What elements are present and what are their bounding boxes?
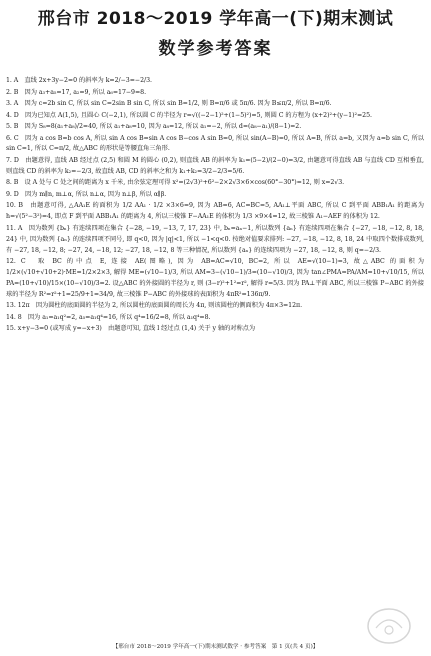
answer-item: 4. D 因为已知点 A(1,5), 且圆心 C(−2,1), 所以圆 C 的半径为 r=√((−2−1)²+(1−5)²)=5, 则圆 C 的方程为 (x+2)²+(y−1)²=25. [6, 111, 372, 119]
page-footer: 【邢台市 2018～2019 学年高一(下)期末测试数学 · 参考答案 第 1 页(共 4 页)】 [112, 644, 319, 650]
answer-item: 9. D 因为 m∥n, m⊥α, 所以 n⊥α, 因为 n⊥β, 所以 α∥β. [6, 190, 167, 198]
answer-item: 6. C 因为 a cos B=b cos A, 所以 sin A cos B=sin A cos B−cos A sin B=0, 所以 sin(A−B)=0, 所以 A=B, 所以 a=b, 又因为 a=b sin C, 所以 sin C=1, 所以 C=π/2, 故△ABC 的形状是等腰直角三角形. [6, 134, 424, 153]
answer-item: 15. x+y−3=0 (或写成 y=−x+3) 由题意可知, 直线 l 经过点 (1,4) 关于 y 轴的对称点为 [6, 325, 256, 333]
answer-item: 7. D 由题意得, 直线 AB 经过点 (2,5) 和圆 M 的圆心 (0,2), 则直线 AB 的斜率为 k₁=(5−2)/(2−0)=3/2, 由题意可得直线 AB 与直线 CD 互相垂直, 则直线 CD 的斜率为 k₂=−2/3, 故直线 AB, CD 的斜率之和为 k₁+k₂=3/2−2/3=5/6. [6, 156, 424, 175]
answer-item: 14. 8 因为 a₁=a₁q²=2, a₅=a₁q⁴=16, 所以 q⁴=16/2=8, 所以 a₁q⁴=8. [6, 313, 211, 321]
answer-item: 1. A 直线 2x+3y−2=0 的斜率为 k=2/−3=−2/3. [6, 77, 152, 84]
answer-item: 13. 12π 因为圆柱的底面圆的半径为 2, 所以圆柱的底面圆的周长为 4π, 则该圆柱的侧面积为 4π×3=12π. [6, 302, 303, 310]
answer-item: 2. B 因为 a₃+a₅=17, a₂=9, 所以 a₆=17−9=8. [6, 88, 147, 96]
answer-item: 3. A 因为 c=2b sin C, 所以 sin C=2sin B sin C, 所以 sin B=1/2, 则 B=π/6 或 5π/6. 因为 B≤π/2, 所以 B=π/6. [6, 100, 332, 107]
page-subtitle: 数学参考答案 [158, 39, 273, 59]
answer-item: 12. C 取 BC 的中点 E, 连接 AE(图略), 因为 AB=AC=√10, BC=2, 所以 AE=√(10−1)=3, 故△ABC 的面积为 1/2×(√10+√10+2)·ME=1/2×2×3, 解得 ME=(√10−1)/3, 所以 AM=3−(√10−1)/3=(10−√10)/3, 因为 tan∠PMA=PA/AM=10+√10/15, 所以 PA=(10+√10)/15×(10−√10)/3=2. 设△ABC 的外接圆的半径为 r, 则 (3−r)²+1²=r², 解得 r=5/3. 因为 PA⊥平面 ABC, 所以三棱锥 P−ABC 的外接球的半径为 R²=r²+1=25/9+1=34/9, 故三棱锥 P−ABC 的外接球的表面积为 4πR²=136π/9. [6, 258, 424, 298]
answer-item: 10. B 由题意可得, △AA₁E 的面积为 1/2 AA₁ · 1/2 ×3×6=9, 因为 AB=6, AC=BC=5, AA₁⊥平面 ABC, 所以 C 到平面 ABB₁A₁ 的距离为 h=√(5²−3²)=4, 即点 F 到平面 ABB₁A₁ 的距离为 4, 所以三棱锥 F−AA₁E 的体积为 1/3 ×9×4=12, 故三棱锥 A₁−AEF 的体积为 12. [6, 202, 424, 221]
watermark-stamp-icon [366, 606, 412, 646]
answer-item: 11. A 因为数列 {bₙ} 有连续四项在集合 {−28, −19, −13, 7, 17, 23} 中, bₙ=aₙ−1, 所以数列 {aₙ} 有连续四项在集合 {−27, −18, −12, 8, 18, 24} 中, 因为数列 {aₙ} 的连续四项不同号, 即 q<0, 因为 |q|<1, 所以 −1<q<0. 按绝对值要求排列: −27, −18, −12, 8, 18, 24 中取四个数排成数列, 有 −27, 18, −12, 8; −27, 24, −18, 12; −27, 18, −12, 8 等三种情况, 所以数列 {aₙ} 的连续四项为 −27, 18, −12, 8, 则 q=−2/3. [6, 224, 424, 254]
answer-item: 8. B 设 A 处与 C 处之间的距离为 x 千米, 由余弦定理可得 x²=(2√3)²+6²−2×2√3×6×cos(60°−30°)=12, 则 x=2√3. [6, 179, 345, 187]
answer-list [6, 76, 424, 335]
page-title: 邢台市 2018～2019 学年高一(下)期末测试 [37, 9, 394, 29]
answer-item: 5. B 因为 S₈=8(a₁+a₈)/2=40, 所以 a₁+a₈=10, 因为 a₈=12, 所以 a₁=−2, 所以 d=(a₈−a₁)/(8−1)=2. [6, 123, 302, 130]
